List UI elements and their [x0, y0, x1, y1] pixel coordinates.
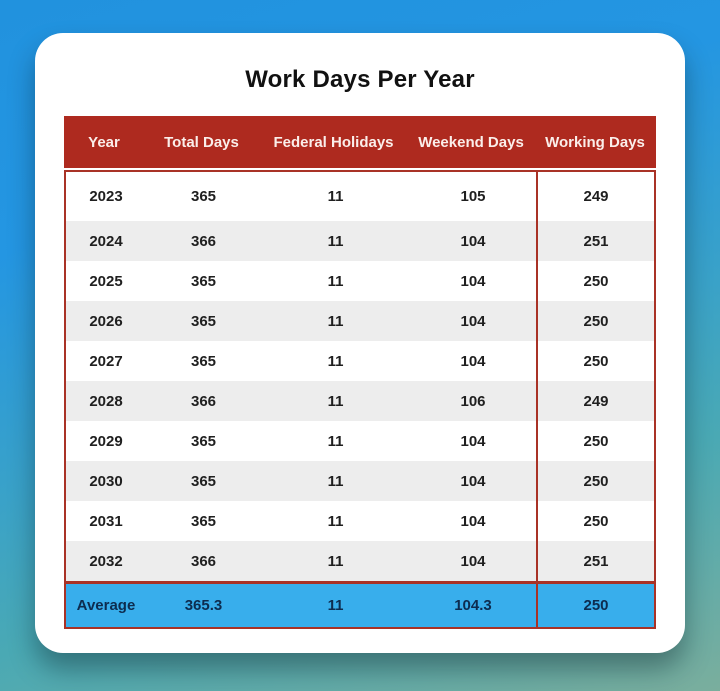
table-row [66, 301, 654, 341]
cell-total-days: 366 [190, 392, 217, 410]
cell-year: 2025 [89, 272, 123, 290]
cell-weekend-days: 104 [460, 232, 486, 250]
cell-working-days: 251 [536, 541, 654, 581]
cell-weekend-days: 104 [460, 552, 486, 570]
cell-weekend-days: 104 [460, 272, 486, 290]
table-row [66, 261, 654, 301]
cell-working-days: 250 [536, 341, 654, 381]
average-working-days: 250 [536, 584, 654, 627]
cell-working-days: 251 [536, 221, 654, 261]
header-cell-total-days: Total Days [164, 133, 239, 151]
table-row [66, 172, 654, 221]
average-weekend-days: 104.3 [454, 597, 492, 614]
cell-total-days: 365 [190, 352, 217, 370]
cell-working-days: 250 [536, 461, 654, 501]
workdays-table [64, 116, 656, 629]
cell-working-days: 250 [536, 501, 654, 541]
average-total-days: 365.3 [184, 597, 223, 614]
table-row [66, 421, 654, 461]
cell-federal-holidays: 11 [327, 272, 344, 290]
cell-total-days: 366 [190, 232, 217, 250]
header-cell-working-days: Working Days [545, 133, 645, 151]
cell-total-days: 366 [190, 552, 217, 570]
cell-total-days: 365 [190, 188, 217, 205]
header-cell-weekend-days: Weekend Days [418, 133, 524, 151]
average-label: Average [76, 597, 136, 614]
page-title: Work Days Per Year [245, 66, 475, 93]
cell-working-days: 250 [536, 421, 654, 461]
cell-year: 2028 [89, 392, 123, 410]
header-cell-federal-holidays: Federal Holidays [273, 133, 394, 151]
cell-year: 2024 [89, 232, 123, 250]
cell-working-days: 250 [536, 301, 654, 341]
table-row [66, 461, 654, 501]
cell-year: 2030 [89, 472, 123, 490]
cell-weekend-days: 104 [460, 312, 486, 330]
cell-weekend-days: 106 [460, 392, 486, 410]
cell-federal-holidays: 11 [327, 312, 344, 330]
cell-working-days: 249 [536, 172, 654, 221]
cell-total-days: 365 [190, 432, 217, 450]
average-federal-holidays: 11 [327, 597, 344, 614]
cell-year: 2027 [89, 352, 123, 370]
table-row [66, 341, 654, 381]
cell-total-days: 365 [190, 312, 217, 330]
average-row [64, 583, 656, 629]
cell-weekend-days: 104 [460, 472, 486, 490]
cell-working-days: 250 [536, 261, 654, 301]
cell-federal-holidays: 11 [327, 188, 344, 205]
cell-total-days: 365 [190, 272, 217, 290]
cell-year: 2032 [89, 552, 123, 570]
table-body [64, 170, 656, 583]
cell-federal-holidays: 11 [327, 352, 344, 370]
cell-federal-holidays: 11 [327, 432, 344, 450]
cell-federal-holidays: 11 [327, 552, 344, 570]
header-cell-year: Year [88, 133, 120, 151]
table-header-row [64, 116, 656, 168]
cell-working-days: 249 [536, 381, 654, 421]
cell-total-days: 365 [190, 512, 217, 530]
cell-weekend-days: 104 [460, 432, 486, 450]
table-row [66, 501, 654, 541]
cell-federal-holidays: 11 [327, 392, 344, 410]
table-card [35, 33, 685, 653]
cell-federal-holidays: 11 [327, 512, 344, 530]
cell-year: 2023 [89, 188, 123, 205]
table-row [66, 381, 654, 421]
cell-year: 2029 [89, 432, 123, 450]
cell-year: 2026 [89, 312, 123, 330]
cell-federal-holidays: 11 [327, 472, 344, 490]
cell-weekend-days: 104 [460, 352, 486, 370]
cell-federal-holidays: 11 [327, 232, 344, 250]
table-row [66, 541, 654, 581]
cell-year: 2031 [89, 512, 123, 530]
cell-weekend-days: 105 [460, 188, 486, 205]
cell-total-days: 365 [190, 472, 217, 490]
cell-weekend-days: 104 [460, 512, 486, 530]
table-row [66, 221, 654, 261]
